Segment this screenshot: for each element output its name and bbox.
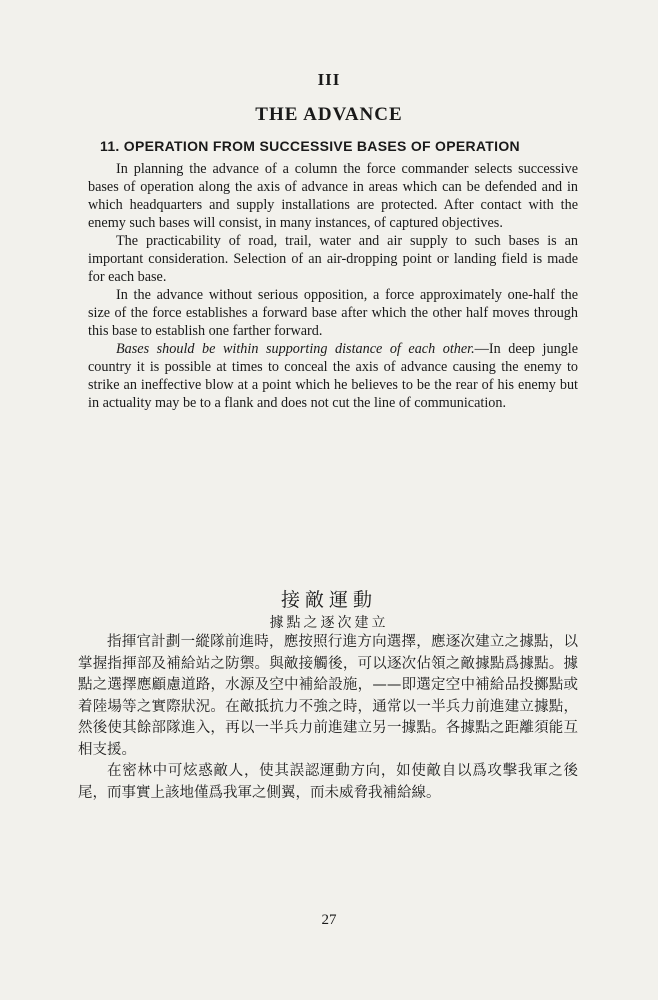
english-paragraph-2: The practicability of road, trail, water and air supply to such bases is an important consideration. Selection of an air-dropping point or landing field is made for each base. bbox=[88, 233, 578, 285]
chinese-title: 接敵運動 bbox=[280, 589, 377, 611]
chinese-paragraph-1: 指揮官計劃一縱隊前進時，應按照行進方向選擇，應逐次建立之據點，以掌握指揮部及補給站之防禦。與敵接觸後，可以逐次佔領之敵據點爲據點。據點之選擇應顧慮道路，水源及空中補給設施，——即選定空中補給品投擲點或着陸場等之實際狀況。在敵抵抗力不強之時，通常以一半兵力前進建立據點，然後使其餘部隊進入，再以一半兵力前進建立另一據點。各據點之距離須能互相支援。 bbox=[78, 634, 578, 758]
english-paragraph-4-italic: Bases should be within supporting distance of each other. bbox=[116, 341, 475, 357]
english-paragraph-4-rest: —In deep jungle country it is possible at times to conceal the axis of advance causing the enemy to strike an ineffective blow at a point which he believes to be the rear of his enemy but in actuality may be to a flank and does not cut the line of communication. bbox=[88, 341, 579, 411]
chinese-paragraph-2: 在密林中可炫惑敵人，使其誤認運動方向，如使敵自以爲攻擊我軍之後尾，而事實上該地僅爲我軍之側翼，而未威脅我補給線。 bbox=[78, 763, 578, 801]
english-paragraph-4 bbox=[88, 340, 578, 412]
section-title: 11. OPERATION FROM SUCCESSIVE BASES OF OPERATION bbox=[100, 138, 520, 154]
english-paragraph-3: In the advance without serious opposition, a force approximately one-half the size of the force establishes a forward base after which the other half moves through this base to establish one farther forward. bbox=[88, 287, 578, 339]
chinese-body bbox=[78, 632, 578, 804]
chapter-title: THE ADVANCE bbox=[255, 104, 403, 125]
english-body bbox=[88, 160, 578, 412]
page-number: 27 bbox=[321, 912, 337, 928]
chapter-number: III bbox=[317, 70, 341, 89]
chinese-subtitle: 據點之逐次建立 bbox=[269, 615, 389, 631]
english-paragraph-1: In planning the advance of a column the force commander selects successive bases of operation along the axis of advance in areas which can be defended and in which headquarters and supply installations are protected. After contact with the enemy such bases will consist, in many instances, of captured objectives. bbox=[88, 161, 578, 231]
